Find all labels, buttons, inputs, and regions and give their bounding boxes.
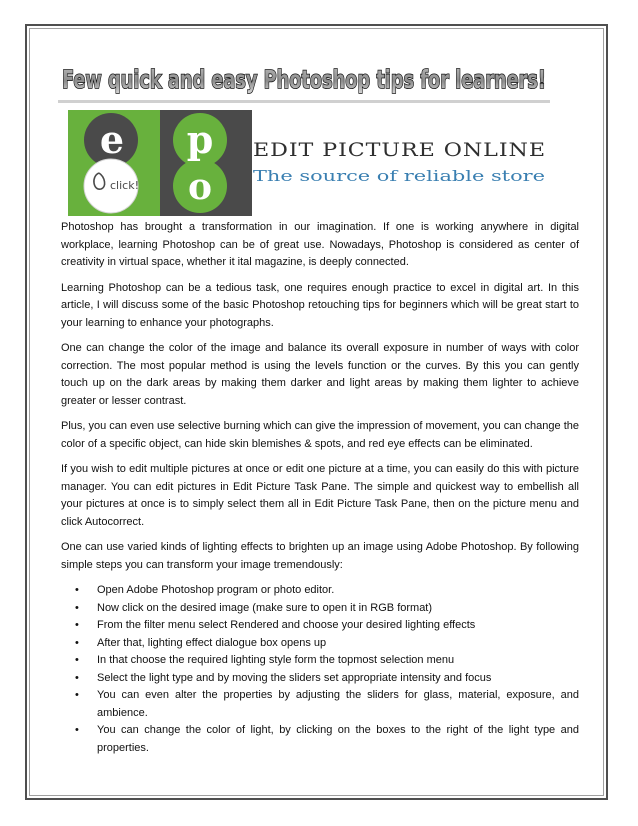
paragraph: If you wish to edit multiple pictures at once or edit one picture at a time, you can easily do this with picture manager. You can edit pictures in Edit Picture Task Pane. The simple and quickest way to embellish all your pictures at once is to simply select them all in Edit Picture Task Pane, then on the picture menu and click Autocorrect.	[61, 463, 579, 528]
paragraph: Learning Photoshop can be a tedious task, one requires enough practice to excel in digital art. In this article, I will discuss some of the basic Photoshop retouching tips for beginners which will be great start to your learning to enhance your photographs.	[61, 281, 579, 329]
page-title: Few quick and easy Photoshop tips for learners!	[62, 65, 546, 94]
list-item: • Open Adobe Photoshop program or photo editor.	[61, 582, 579, 600]
title-underline	[58, 100, 550, 103]
paragraph: Plus, you can even use selective burning which can give the impression of movement, you can change the color of a specific object, can hide skin blemishes & spots, and red eye effects can be eliminated.	[61, 420, 579, 450]
paragraph: One can change the color of the image and balance its overall exposure in number of ways with color correction. The most popular method is using the levels function or the curves. By this you can gently touch up on the dark areas by making them darker and light areas by making them lighter to achieve greater or lesser contrast.	[61, 342, 579, 407]
tips-list	[61, 582, 579, 757]
article-body	[61, 219, 579, 757]
paragraph: Photoshop has brought a transformation in our imagination. If one is working anywhere in digital workplace, learning Photoshop can be of great use. Nowadays, Photoshop is considered as center of creativity in virtual space, whether it ital magazine, is deeply connected.	[61, 221, 579, 268]
logo-click-text: click!	[110, 179, 139, 192]
title-banner	[58, 58, 550, 100]
logo-brand-name: EDIT PICTURE ONLINE	[253, 139, 546, 161]
list-item: • From the filter menu select Rendered and choose your desired lighting effects	[61, 617, 579, 635]
list-item: • Select the light type and by moving the sliders set appropriate intensity and focus	[61, 670, 579, 688]
list-item: • Now click on the desired image (make sure to open it in RGB format)	[61, 600, 579, 618]
logo-letter-p: p	[186, 117, 214, 162]
list-item: • After that, lighting effect dialogue box opens up	[61, 635, 579, 653]
logo-letter-o: o	[187, 166, 213, 208]
list-item: • You can even alter the properties by adjusting the sliders for glass, material, exposure, and ambience.	[61, 687, 579, 722]
brand-logo	[68, 110, 553, 216]
logo-tagline: The source of reliable store	[253, 167, 546, 185]
title-svg	[58, 58, 550, 100]
logo-letter-e: e	[99, 117, 125, 162]
epo-mark	[68, 110, 252, 216]
logo-svg	[68, 110, 553, 216]
list-item: • You can change the color of light, by clicking on the boxes to the right of the light type and properties.	[61, 722, 579, 757]
list-item: • In that choose the required lighting style form the topmost selection menu	[61, 652, 579, 670]
paragraph: One can use varied kinds of lighting effects to brighten up an image using Adobe Photoshop. By following simple steps you can transform your image tremendously:	[61, 541, 579, 571]
